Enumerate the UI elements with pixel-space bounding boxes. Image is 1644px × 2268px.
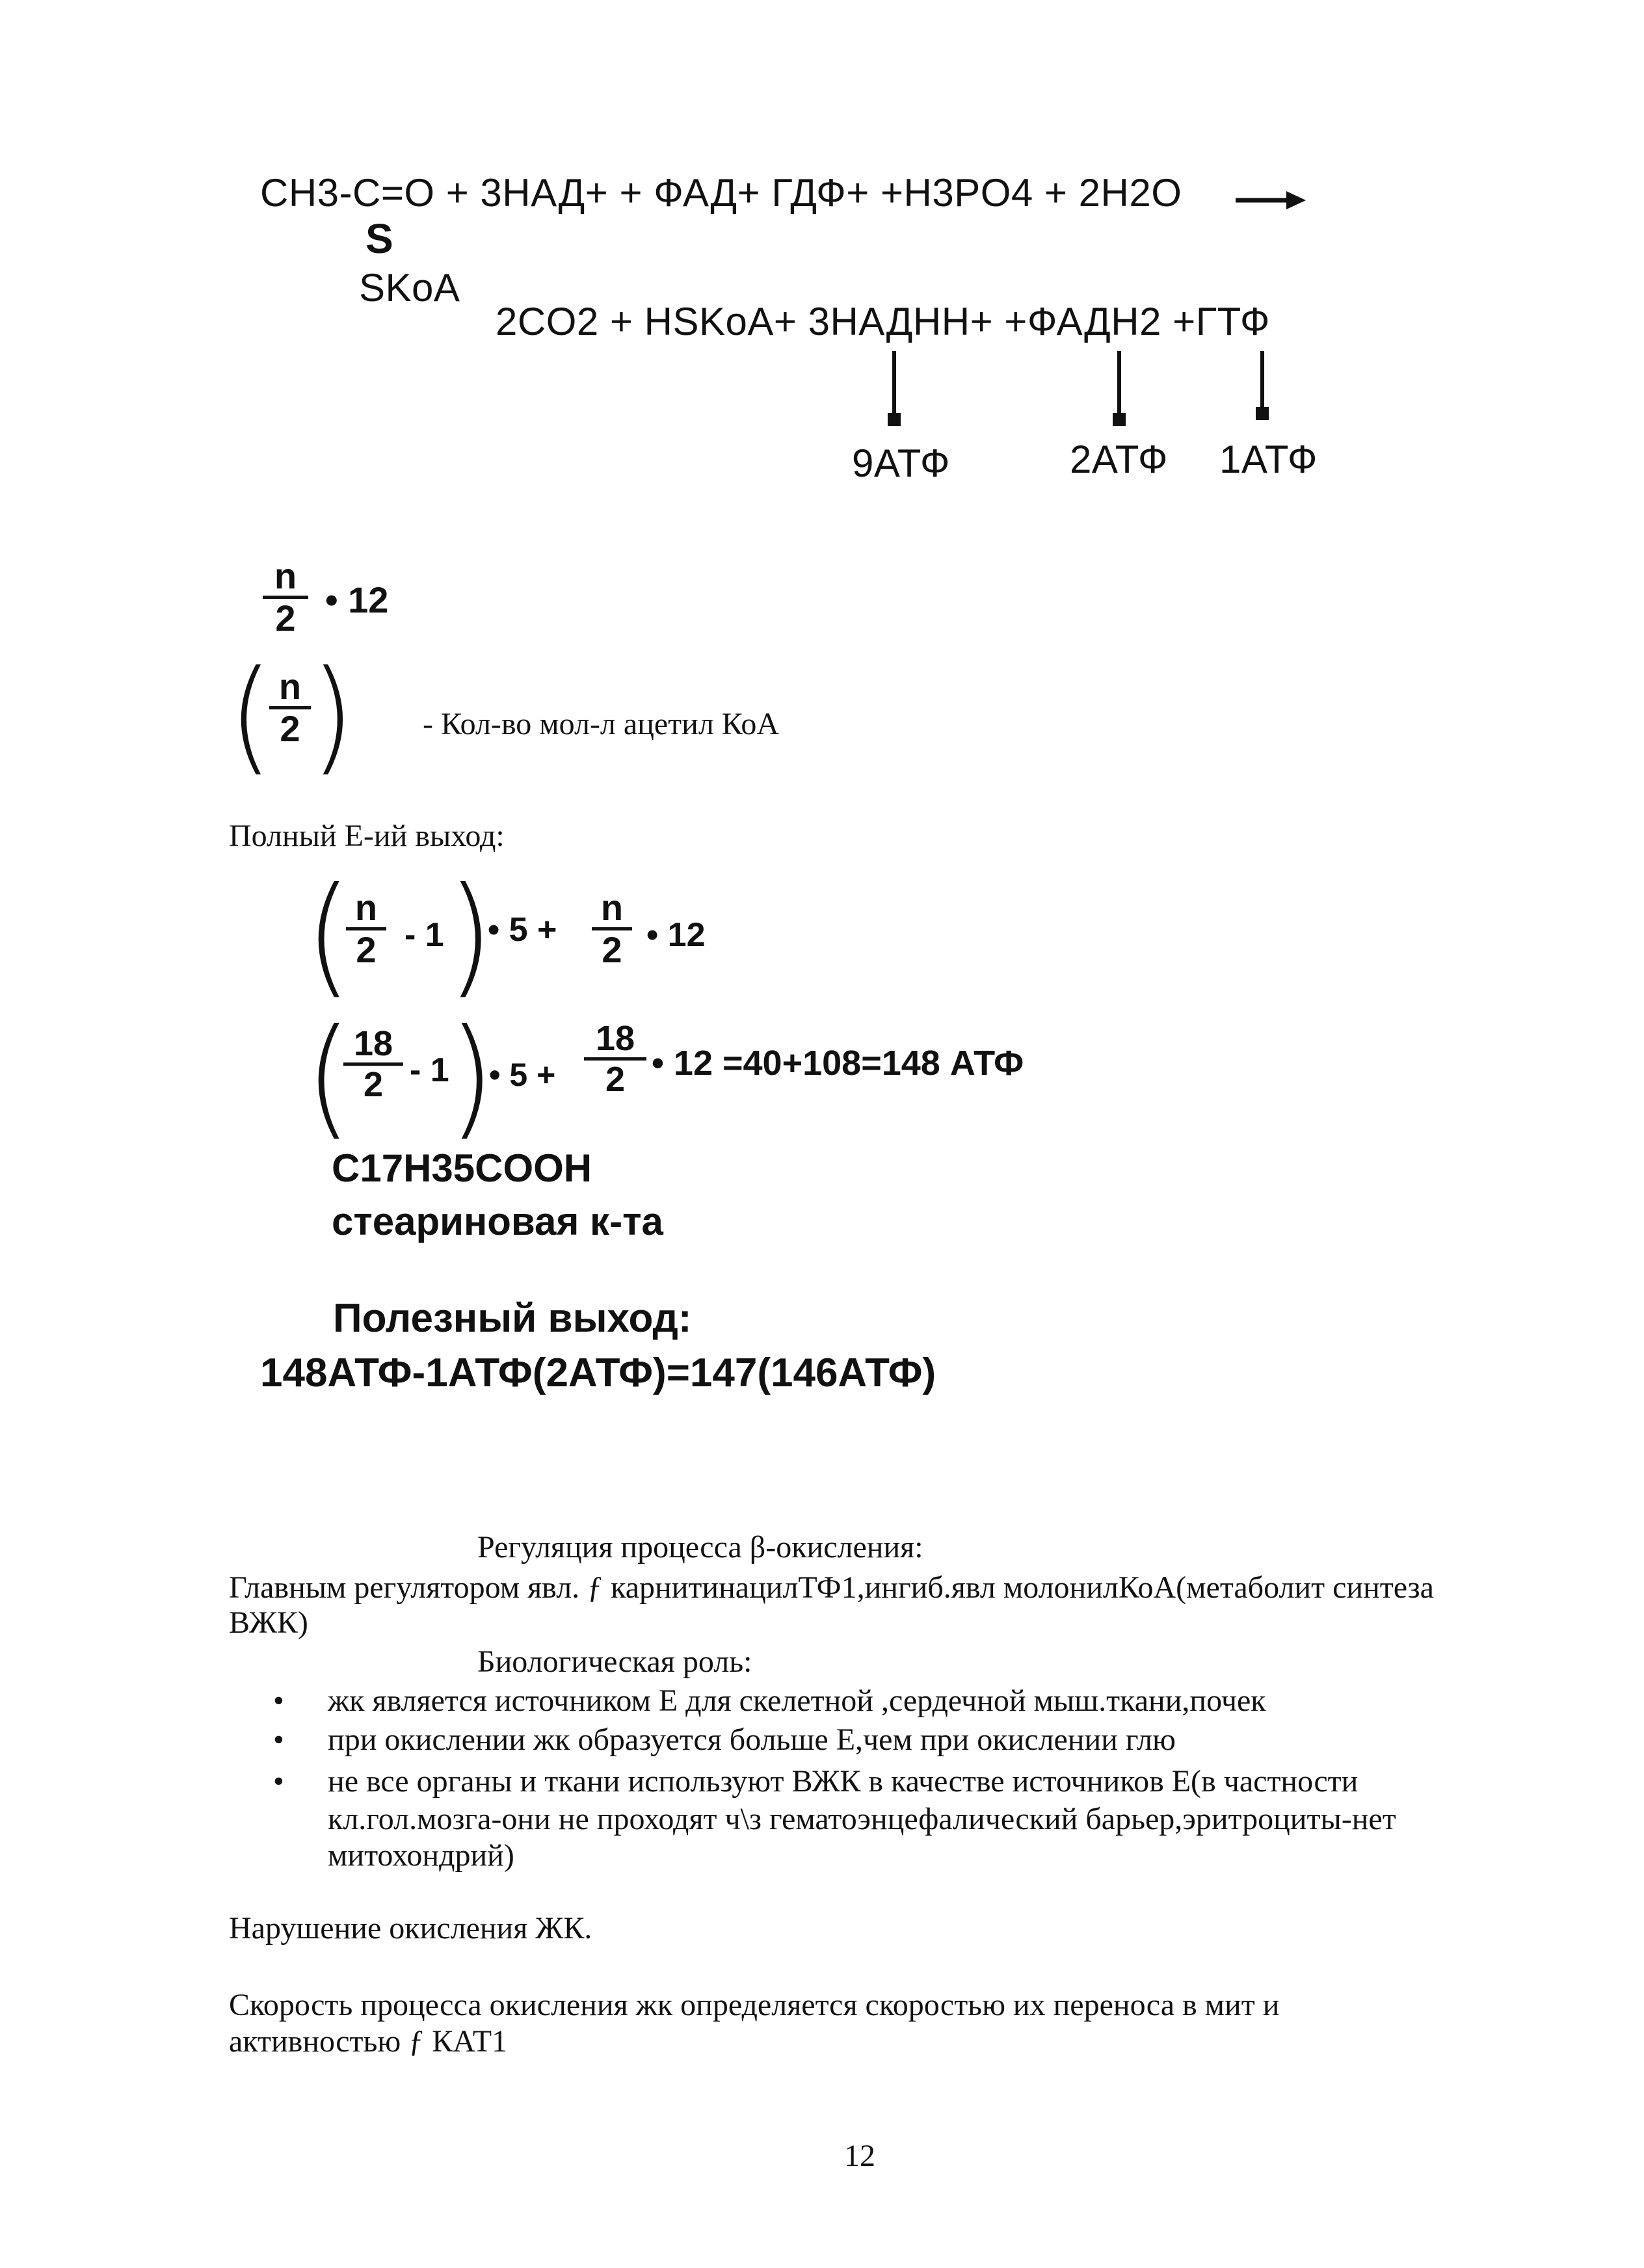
atp-nadh: 9АТФ (852, 442, 950, 485)
acetyl-coa-caption: - Кол-во мол-л ацетил КоА (423, 707, 780, 741)
gtf-pointer-icon (1253, 351, 1272, 423)
skoa-label: SKoA (359, 266, 460, 310)
atp-gtf: 1АТФ (1219, 438, 1318, 481)
formula1-rest: • 12 (325, 579, 389, 620)
disorder-text: Нарушение окисления ЖК. (229, 1911, 592, 1945)
bullet-dot: • (273, 1764, 284, 1799)
atp-fadh: 2АТФ (1070, 438, 1168, 481)
regulation-text-line-2: ВЖК) (229, 1605, 308, 1640)
speed-text-line-1: Скорость процесса окисления жк определяется скоростью их переноса в мит и (229, 1988, 1280, 2022)
minus-one: - 1 (404, 916, 444, 954)
bio-role-item-3: не все органы и ткани используют ВЖК в качестве источников Е(в частности (328, 1764, 1359, 1799)
left-paren: ( (306, 860, 352, 1011)
right-paren: ) (447, 860, 494, 1011)
times-five-plus: • 5 + (489, 1057, 556, 1093)
page-number: 12 (844, 2139, 875, 2173)
regulation-heading: Регуляция процесса β-окисления: (477, 1530, 923, 1564)
left-paren: ( (229, 644, 272, 787)
useful-yield-value: 148АТФ-1АТФ(2АТФ)=147(146АТФ) (260, 1351, 936, 1395)
left-paren: ( (306, 1001, 352, 1153)
bio-role-heading: Биологическая роль: (477, 1644, 752, 1679)
s-mark: S (365, 215, 393, 262)
bio-role-item-1: жк является источником Е для скелетной ,сердечной мыш.ткани,почек (328, 1683, 1266, 1718)
right-paren: ) (311, 644, 354, 787)
reaction-line-2: 2CO2 + HSKoA+ 3НАДНН+ +ФАДН2 +ГТФ (496, 300, 1270, 343)
fraction-18-over-2: $\frac{18}{2}$ (343, 1026, 403, 1102)
fraction-n-over-2: $\frac{n}{2}$ (346, 890, 386, 968)
bullet-dot: • (273, 1722, 284, 1757)
times-five-plus: • 5 + (488, 911, 557, 949)
reaction-arrow-icon (1236, 187, 1307, 213)
regulation-text-line-1: Главным регулятором явл. ƒ карнитинацилТФ1,ингиб.явл молонилКоА(метаболит синтеза (229, 1570, 1434, 1605)
acid-formula: C17H35COOH (332, 1146, 592, 1190)
useful-yield-title: Полезный выход: (333, 1296, 692, 1341)
acid-name: стеариновая к-та (332, 1200, 663, 1243)
fraction-n-over-2: $\frac{n}{2}$ (592, 890, 632, 968)
times-twelve: • 12 (646, 916, 706, 954)
fraction-n-over-2-paren: $\frac{n}{2}$ (269, 668, 311, 747)
fraction-n-over-2: $\frac{n}{2}$ (263, 558, 308, 637)
minus-one: - 1 (410, 1051, 449, 1089)
speed-text-line-2: активностью ƒ КАТ1 (229, 2024, 508, 2059)
bio-role-item-3-cont: кл.гол.мозга-они не проходят ч\з гематоэнцефалический барьер,эритроциты-нет (328, 1802, 1396, 1836)
reaction-line-1: CH3-C=O + 3НАД+ + ФАД+ ГДФ+ +H3PO4 + 2H2O (260, 171, 1182, 215)
fraction-18-over-2: $\frac{18}{2}$ (584, 1021, 646, 1097)
nadh-pointer-icon (884, 351, 904, 429)
bullet-dot: • (273, 1683, 284, 1718)
bio-role-item-3-cont2: митохондрий) (328, 1838, 514, 1873)
bio-role-item-2: при окислении жк образуется больше Е,чем при окислении глю (328, 1722, 1176, 1757)
full-yield-label: Полный Е-ий выход: (229, 819, 505, 853)
fadh-pointer-icon (1109, 351, 1129, 429)
right-paren: ) (449, 1001, 495, 1153)
result-equation: • 12 =40+108=148 АТФ (652, 1044, 1024, 1083)
